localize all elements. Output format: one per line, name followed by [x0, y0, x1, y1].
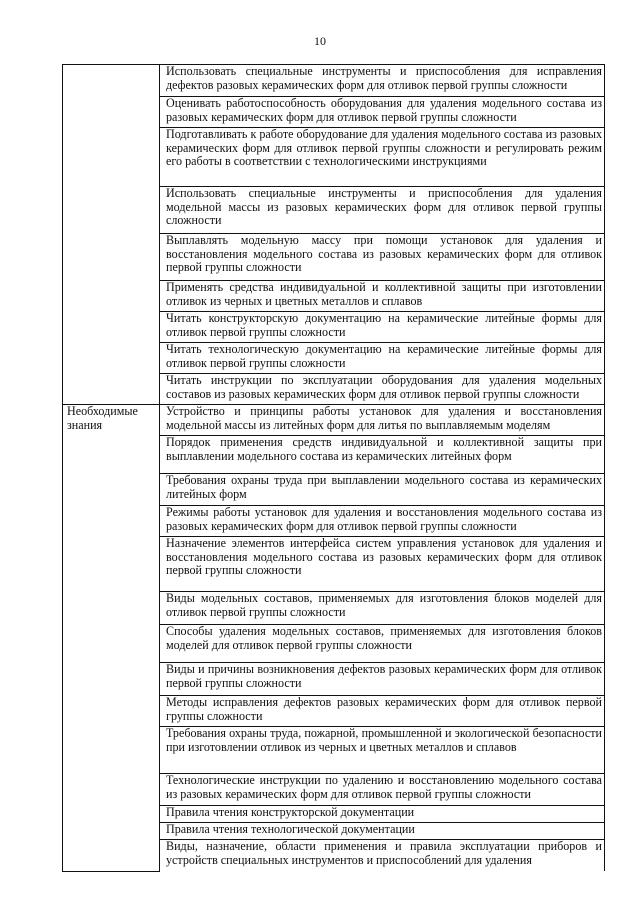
knowledge-label: Необходимые знания	[63, 405, 160, 872]
knowledge-item: Виды, назначение, области применения и правила эксплуатации приборов и устройств специальных инструментов и приспособлений для удаления	[160, 840, 605, 872]
table-row	[63, 65, 605, 97]
skill-item: Оценивать работоспособность оборудования для удаления модельного состава из разовых керамических форм для отливок первой группы сложности	[160, 97, 605, 128]
knowledge-item: Устройство и принципы работы установок для удаления и восстановления модельной массы из литейных форм для литья по выплавляемым моделям	[160, 405, 605, 436]
knowledge-item: Назначение элементов интерфейса систем управления установок для удаления и восстановления модельного состава из разовых керамических форм для отливок первой группы сложности	[160, 537, 605, 592]
requirements-table	[62, 64, 605, 872]
knowledge-item: Требования охраны труда при выплавлении модельного состава из керамических литейных форм	[160, 474, 605, 506]
skill-item: Читать технологическую документацию на керамические литейные формы для отливок первой группы сложности	[160, 343, 605, 374]
knowledge-item: Способы удаления модельных составов, применяемых для изготовления блоков моделей для отливок первой группы сложности	[160, 625, 605, 663]
skills-label-cell	[63, 65, 160, 405]
knowledge-item: Виды модельных составов, применяемых для изготовления блоков моделей для отливок первой группы сложности	[160, 592, 605, 625]
table-row	[63, 405, 605, 436]
skill-item: Читать инструкции по эксплуатации оборудования для удаления модельных составов из разовых керамических форм для отливок первой группы сложности	[160, 374, 605, 405]
knowledge-item: Правила чтения конструкторской документации	[160, 806, 605, 823]
skill-item: Читать конструкторскую документацию на керамические литейные формы для отливок первой группы сложности	[160, 312, 605, 343]
knowledge-item: Методы исправления дефектов разовых керамических форм для отливок первой группы сложности	[160, 696, 605, 727]
skill-item: Подготавливать к работе оборудование для удаления модельного состава из разовых керамических форм для отливок первой группы сложности и регулировать режим его работы в соответствии с технологическими инструкциями	[160, 128, 605, 187]
skill-item: Применять средства индивидуальной и коллективной защиты при изготовлении отливок из черных и цветных металлов и сплавов	[160, 281, 605, 312]
knowledge-item: Требования охраны труда, пожарной, промышленной и экологической безопасности при изготовлении отливок из черных и цветных металлов и сплавов	[160, 727, 605, 774]
skill-item: Использовать специальные инструменты и приспособления для исправления дефектов разовых керамических форм для отливок первой группы сложности	[160, 65, 605, 97]
knowledge-item: Правила чтения технологической документации	[160, 823, 605, 840]
page-number: 10	[314, 34, 326, 48]
skill-item: Использовать специальные инструменты и приспособления для удаления модельной массы из разовых керамических форм для отливок первой группы сложности	[160, 187, 605, 234]
knowledge-item: Технологические инструкции по удалению и восстановлению модельного состава из разовых керамических форм для отливок первой группы сложности	[160, 774, 605, 806]
knowledge-item: Порядок применения средств индивидуальной и коллективной защиты при выплавлении модельного состава из керамических литейных форм	[160, 436, 605, 474]
skill-item: Выплавлять модельную массу при помощи установок для удаления и восстановления модельного состава из разовых керамических форм для отливок первой группы сложности	[160, 234, 605, 281]
knowledge-item: Режимы работы установок для удаления и восстановления модельного состава из разовых керамических форм для отливок первой группы сложности	[160, 506, 605, 537]
knowledge-item: Виды и причины возникновения дефектов разовых керамических форм для отливок первой группы сложности	[160, 663, 605, 696]
